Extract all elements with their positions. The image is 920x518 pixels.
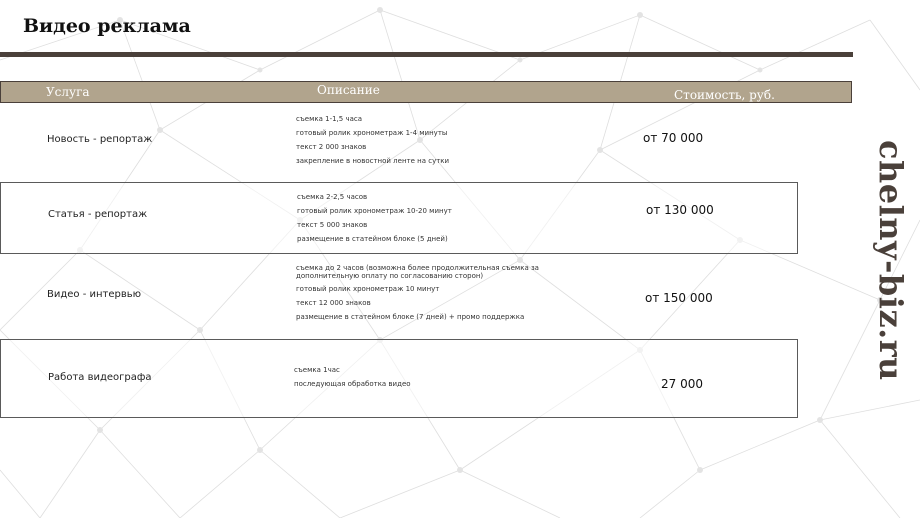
service-description (296, 112, 449, 168)
description-line: размещение в статейном блоке (7 дней) + промо поддержка (296, 313, 525, 321)
description-line: съемка до 2 часов (возможна более продолжительная съемка за дополнительную оплату по согласованию сторон) (296, 264, 539, 280)
table-header (0, 81, 852, 103)
description-line: готовый ролик хронометраж 1-4 минуты (296, 129, 448, 137)
header-description: Описание (317, 83, 380, 97)
description-line: текст 5 000 знаков (297, 221, 368, 229)
table-row (0, 339, 798, 418)
description-line: съемка 1час (294, 366, 340, 374)
service-price: от 150 000 (645, 291, 713, 305)
service-name: Работа видеографа (48, 372, 152, 383)
description-line: готовый ролик хронометраж 10-20 минут (297, 207, 452, 215)
page-title: Видео реклама (23, 15, 191, 37)
header-price: Стоимость, руб. (674, 88, 775, 102)
service-price: от 70 000 (643, 131, 704, 145)
table-row (0, 254, 798, 339)
service-description (297, 190, 452, 246)
description-line: съемка 1-1,5 часа (296, 115, 363, 123)
table-row (0, 182, 798, 254)
description-line: последующая обработка видео (294, 380, 411, 388)
service-description (296, 264, 546, 324)
description-line: размещение в статейном блоке (5 дней) (297, 235, 448, 243)
service-price: от 130 000 (646, 203, 714, 217)
service-description (294, 363, 411, 391)
description-line: закрепление в новостной ленте на сутки (296, 157, 450, 165)
description-line: текст 12 000 знаков (296, 299, 371, 307)
description-line: съемка 2-2,5 часов (297, 193, 368, 201)
service-price: 27 000 (661, 377, 703, 391)
brand-logo-text: chelny-biz.ru (872, 140, 910, 381)
service-name: Видео - интервью (47, 289, 142, 300)
title-divider (0, 52, 853, 57)
description-line: готовый ролик хронометраж 10 минут (296, 285, 440, 293)
service-name: Статья - репортаж (48, 209, 148, 220)
header-service: Услуга (46, 85, 90, 99)
description-line: текст 2 000 знаков (296, 143, 367, 151)
table-row (0, 104, 798, 182)
service-name: Новость - репортаж (47, 134, 153, 145)
